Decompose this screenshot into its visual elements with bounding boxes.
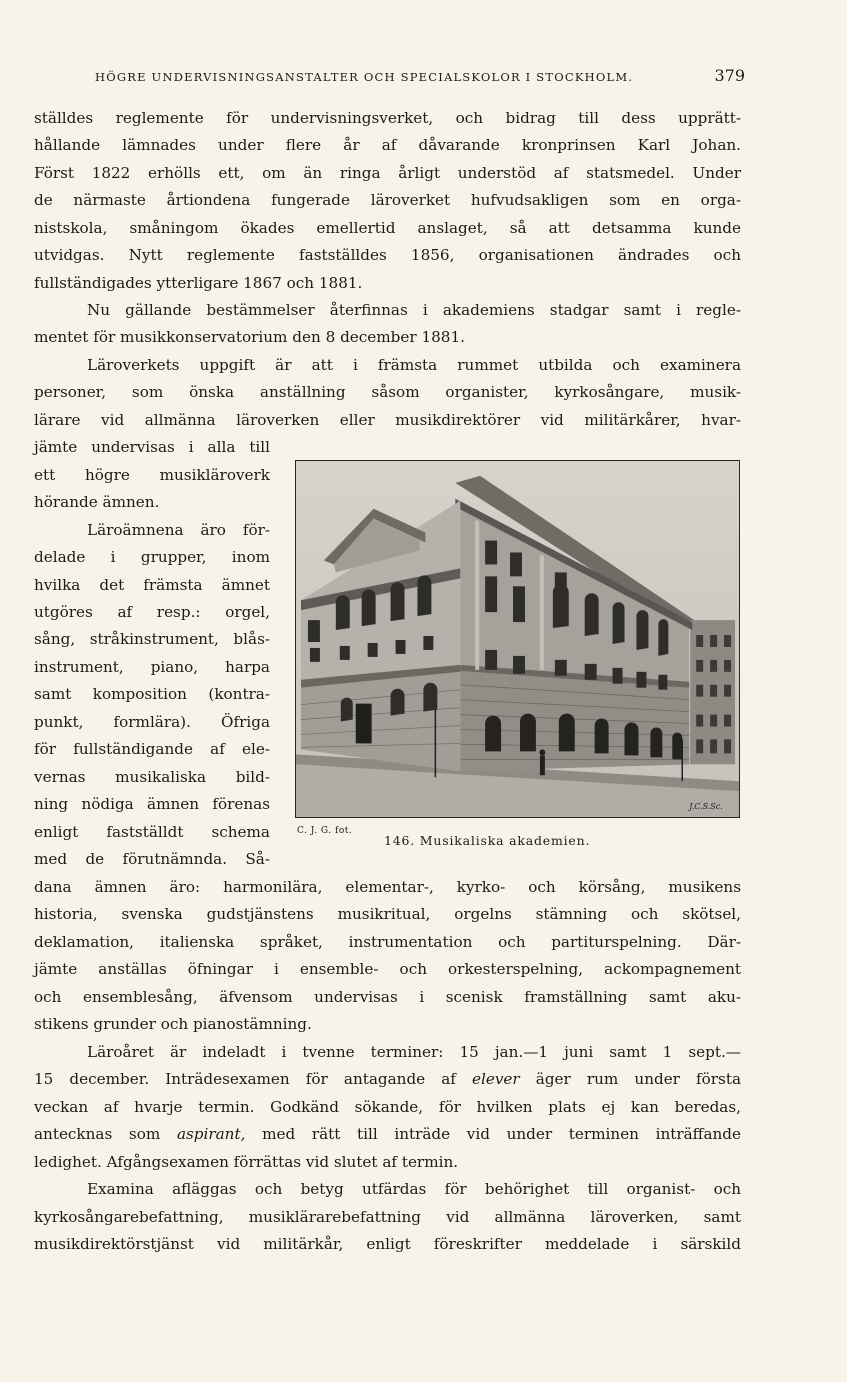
text-line: punkt, formlära). Öfriga	[34, 713, 270, 731]
text-line: Läroåret är indeladt i tvenne terminer: 15 jan.—1 juni samt 1 sept.—	[87, 1043, 741, 1061]
text-line: utvidgas. Nytt reglemente fastställdes 1856, organisationen ändrades och	[34, 246, 741, 264]
text-line: deklamation, italienska språket, instrumentation och partiturspelning. Där-	[34, 933, 741, 951]
text-line: Nu gällande bestämmelser återfinnas i akademiens stadgar samt i regle-	[87, 301, 741, 319]
text-line: Examina afläggas och betyg utfärdas för behörighet till organist- och	[87, 1180, 741, 1198]
text-line: för fullständigande af ele-	[34, 740, 270, 758]
text-line: personer, som önska anställning såsom organister, kyrkosångare, musik-	[34, 383, 741, 401]
text-line: fullständigades ytterligare 1867 och 1881.	[34, 274, 363, 292]
academy-building-illustration	[296, 461, 739, 817]
text-line: instrument, piano, harpa	[34, 658, 270, 676]
photo-credit: C. J. G. fot.	[297, 826, 353, 836]
text-line: hvilka det främsta ämnet	[34, 576, 270, 594]
engraver-signature: J.C.S.Sc.	[689, 802, 723, 812]
text-line: delade i grupper, inom	[34, 548, 270, 566]
text-line: nistskola, småningom ökades emellertid anslaget, så att detsamma kunde	[34, 219, 741, 237]
text-line: Först 1822 erhölls ett, om än ringa årligt understöd af statsmedel. Under	[34, 164, 741, 182]
header-title: HÖGRE UNDERVISNINGSANSTALTER OCH SPECIALSKOLOR I STOCKHOLM.	[95, 70, 634, 84]
running-header	[95, 66, 745, 88]
text-line: Läroämnena äro för-	[87, 521, 270, 539]
text-line: ning nödiga ämnen förenas	[34, 795, 270, 813]
text-line: sång, stråkinstrument, blås-	[34, 630, 270, 648]
text-line: samt komposition (kontra-	[34, 685, 270, 703]
text-line: vernas musikaliska bild-	[34, 768, 270, 786]
text-line: lärare vid allmänna läroverken eller musikdirektörer vid militärkårer, hvar-	[34, 411, 741, 429]
text-line: ställdes reglemente för undervisningsverket, och bidrag till dess upprätt-	[34, 109, 741, 127]
text-line: mentet för musikkonservatorium den 8 december 1881.	[34, 328, 465, 346]
text-line: hörande ämnen.	[34, 493, 160, 511]
text-line: historia, svenska gudstjänstens musikritual, orgelns stämning och skötsel,	[34, 905, 741, 923]
text-line: hållande lämnades under flere år af dåvarande kronprinsen Karl Johan.	[34, 136, 741, 154]
text-line: dana ämnen äro: harmonilära, elementar-, kyrko- och körsång, musikens	[34, 878, 741, 896]
text-line: antecknas som aspirant, med rätt till inträde vid under terminen inträffande	[34, 1125, 742, 1143]
text-line: Läroverkets uppgift är att i främsta rummet utbilda och examinera	[87, 356, 741, 374]
text-line: stikens grunder och pianostämning.	[34, 1015, 312, 1033]
page-number: 379	[714, 66, 745, 85]
italic-word: aspirant,	[176, 1125, 246, 1143]
text-line: musikdirektörstjänst vid militärkår, enligt föreskrifter meddelade i särskild	[34, 1235, 741, 1253]
text-line: utgöres af resp.: orgel,	[34, 603, 270, 621]
text-line: med de förutnämnda. Så-	[34, 850, 270, 868]
text-line: 15 december. Inträdesexamen för antagande af elever äger rum under första	[34, 1070, 742, 1088]
figure-caption: 146. Musikaliska akademien.	[384, 833, 591, 848]
text-line: och ensemblesång, äfvensom undervisas i scenisk framställning samt aku-	[34, 988, 741, 1006]
building-photograph	[295, 460, 740, 818]
text-line: ett högre musikläroverk	[34, 466, 270, 484]
text-line: de närmaste årtiondena fungerade läroverket hufvudsakligen som en orga-	[34, 191, 741, 209]
italic-word: elever	[472, 1070, 520, 1088]
text-line: kyrkosångarebefattning, musiklärarebefattning vid allmänna läroverken, samt	[34, 1208, 741, 1226]
text-line: enligt fastställdt schema	[34, 823, 270, 841]
text-line: ledighet. Afgångsexamen förrättas vid slutet af termin.	[34, 1153, 459, 1171]
text-line: veckan af hvarje termin. Godkänd sökande, för hvilken plats ej kan beredas,	[34, 1098, 741, 1116]
text-line: jämte undervisas i alla till	[34, 438, 270, 456]
text-line: jämte anställas öfningar i ensemble- och orkesterspelning, ackompagnement	[34, 960, 741, 978]
